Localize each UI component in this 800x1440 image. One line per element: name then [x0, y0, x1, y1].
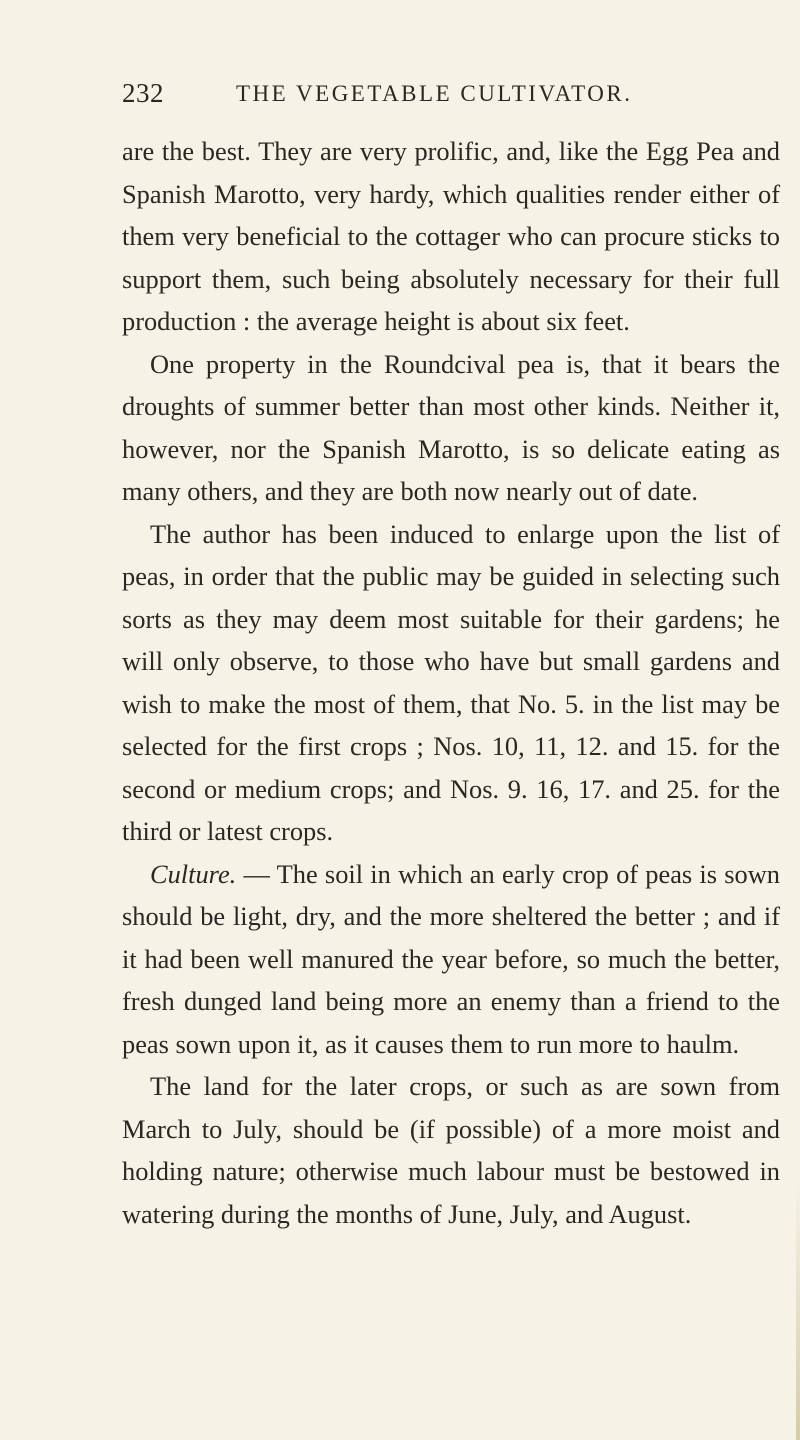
- page-edge-shadow: [796, 1180, 800, 1440]
- paragraph-later-crops: The land for the later crops, or such as are sown from March to July, should be (if possible) of a more moist and holding nature; otherwise much labour must be bestowed in watering during the months of June, July, and August.: [122, 1071, 780, 1229]
- paragraph-culture: [122, 853, 780, 1066]
- culture-text: — The soil in which an early crop of peas is sown should be light, dry, and the more sheltered the better ; and if it had been well manured the year before, so much the better, fresh dunged land being more an enemy than a friend to the peas sown upon it, as it causes them to run more to haulm.: [122, 858, 780, 1059]
- paragraph-roundcival: One property in the Roundcival pea is, that it bears the droughts of summer better than most other kinds. Neither it, however, nor the Spanish Marotto, is so delicate eating as many others, and they are both now nearly out of date.: [122, 348, 780, 506]
- culture-heading: Culture.: [150, 858, 237, 889]
- running-head: THE VEGETABLE CULTIVATOR.: [236, 81, 633, 106]
- body-text: [122, 130, 780, 1235]
- paragraph-continuation: are the best. They are very prolific, and, like the Egg Pea and Spanish Marotto, very hardy, which qualities render either of them very beneficial to the cottager who can procure sticks to support them, such being absolutely necessary for their full production : the average height is about six feet.: [122, 136, 780, 336]
- paragraph-list-of-peas: The author has been induced to enlarge upon the list of peas, in order that the public may be guided in selecting such sorts as they may deem most suitable for their gardens; he will only observe, to those who have but small gardens and wish to make the most of them, that No. 5. in the list may be selected for the first crops ; Nos. 10, 11, 12. and 15. for the second or medium crops; and Nos. 9. 16, 17. and 25. for the third or latest crops.: [122, 518, 780, 846]
- page-number: 232: [122, 78, 164, 108]
- page-header: [122, 78, 782, 118]
